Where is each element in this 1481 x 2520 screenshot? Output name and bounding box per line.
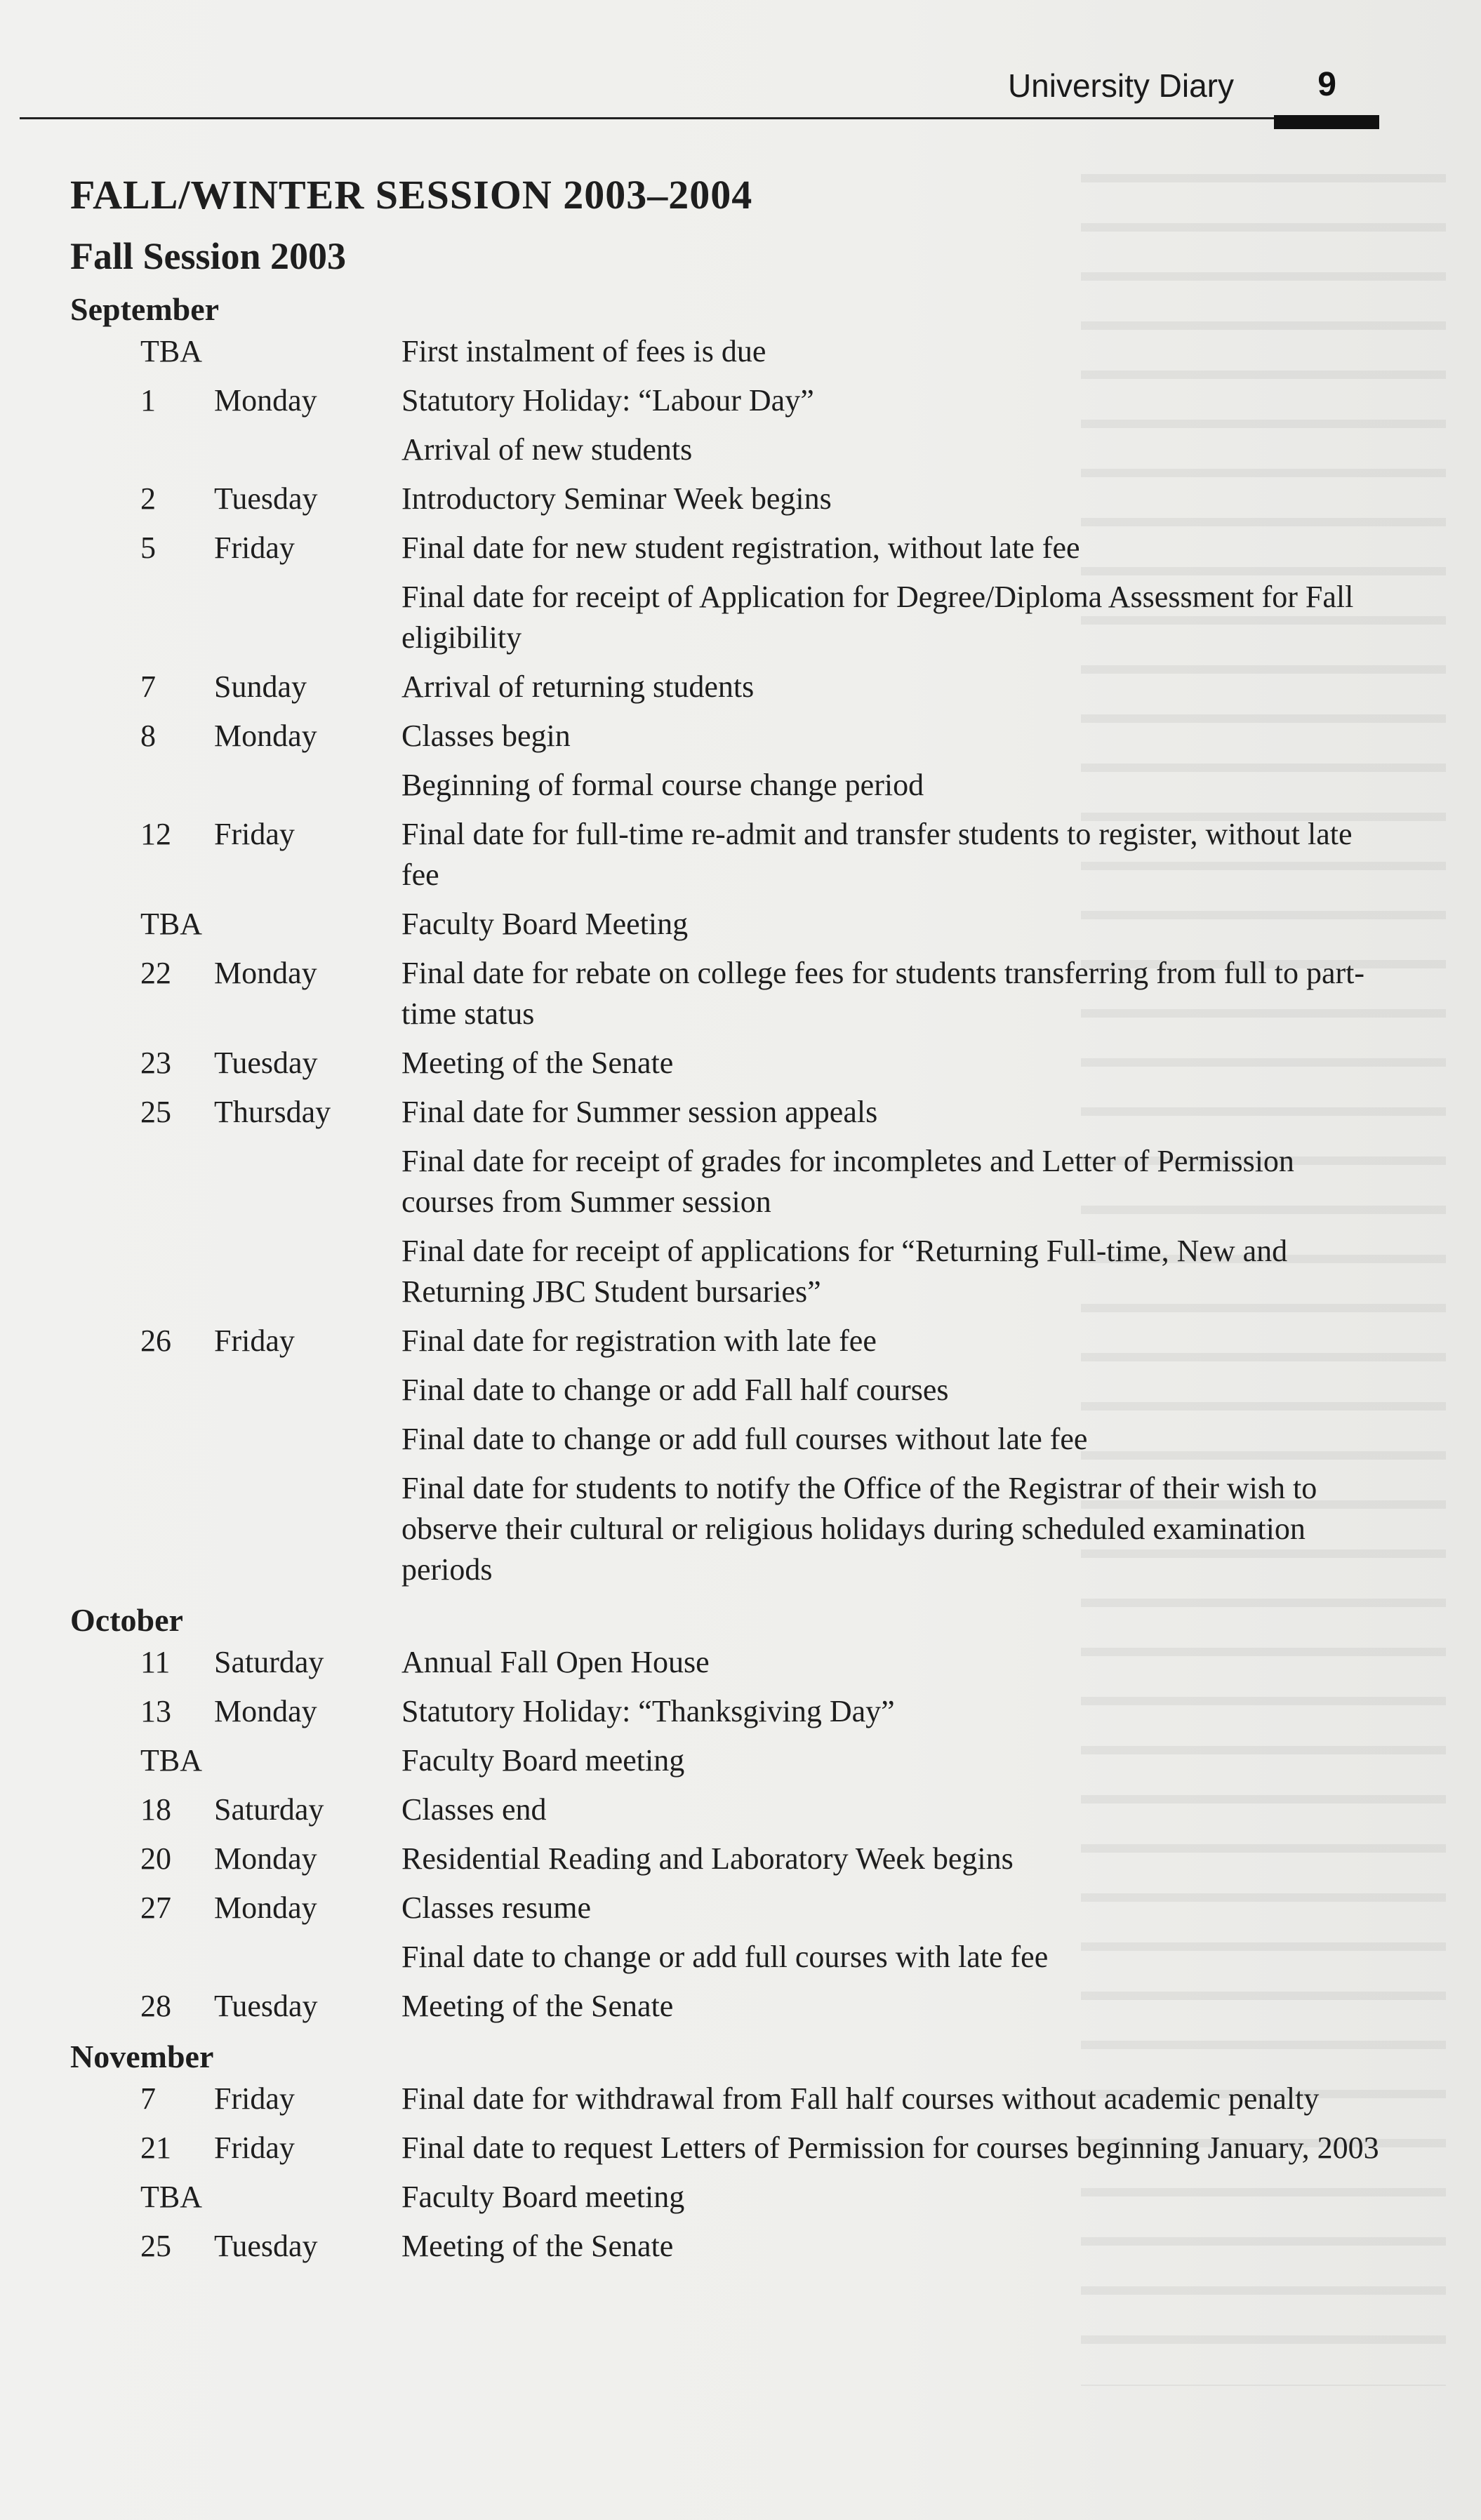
month-section-october	[70, 1599, 1390, 2027]
calendar-entry	[70, 1370, 1390, 1411]
entry-date: TBA	[140, 2180, 202, 2214]
calendar-entry	[70, 1468, 1390, 1590]
month-section-november	[70, 2035, 1390, 2267]
calendar-entry	[70, 429, 1390, 470]
entry-desc: Statutory Holiday: “Thanksgiving Day”	[401, 1694, 895, 1728]
term-title: Fall Session 2003	[70, 235, 347, 277]
entry-date: 1	[140, 383, 156, 418]
header-rule	[20, 117, 1379, 119]
entry-desc: Final date to change or add Fall half courses	[401, 1373, 949, 1407]
calendar-entry	[70, 1419, 1390, 1460]
entry-date	[70, 1419, 214, 1460]
calendar-entry	[70, 1141, 1390, 1222]
calendar-entry	[70, 814, 1390, 895]
entry-day: Saturday	[214, 1792, 324, 1827]
entry-date: 7	[140, 669, 156, 704]
entry-desc: Meeting of the Senate	[401, 1989, 674, 2023]
entry-day: Monday	[214, 383, 317, 418]
entry-date: 25	[140, 1095, 171, 1129]
calendar-entry	[70, 904, 1390, 945]
entry-date: 8	[140, 719, 156, 753]
calendar-entry	[70, 331, 1390, 372]
entry-day: Monday	[214, 1694, 317, 1728]
entry-date: 5	[140, 531, 156, 565]
entry-date: TBA	[140, 907, 202, 941]
entry-desc: First instalment of fees is due	[401, 334, 766, 368]
calendar-entry	[70, 2226, 1390, 2267]
calendar-entry	[70, 2177, 1390, 2218]
entry-date	[70, 1231, 214, 1312]
entry-desc: Beginning of formal course change period	[401, 768, 924, 802]
entry-day	[214, 1937, 401, 1978]
entry-date	[70, 1141, 214, 1222]
calendar-entry	[70, 1043, 1390, 1084]
entry-desc: Annual Fall Open House	[401, 1645, 710, 1679]
entry-day: Tuesday	[214, 481, 318, 516]
entry-day: Friday	[214, 2081, 295, 2116]
month-heading: September	[70, 291, 220, 327]
entry-day: Monday	[214, 956, 317, 990]
entry-date	[70, 577, 214, 658]
entry-desc: Arrival of returning students	[401, 669, 755, 704]
calendar-entry	[70, 1321, 1390, 1361]
running-title: University Diary	[1007, 67, 1234, 104]
entry-day	[214, 765, 401, 806]
entry-date: 25	[140, 2229, 171, 2263]
calendar-entry	[70, 479, 1390, 519]
entry-day	[214, 331, 401, 372]
entry-day: Saturday	[214, 1645, 324, 1679]
calendar-entry	[70, 2128, 1390, 2168]
entry-desc: Final date to request Letters of Permission for courses beginning January, 2003	[401, 2131, 1379, 2165]
entry-desc: Meeting of the Senate	[401, 2229, 674, 2263]
entry-desc: Final date for receipt of applications for “Returning Full-time, New and Returning JBC Student bursaries”	[401, 1234, 1288, 1309]
calendar-entry	[70, 2079, 1390, 2119]
header-tab-marker	[1274, 115, 1379, 129]
entry-date	[70, 1468, 214, 1590]
calendar-entry	[70, 716, 1390, 756]
entry-desc: Statutory Holiday: “Labour Day”	[401, 383, 814, 418]
calendar-entry	[70, 528, 1390, 568]
calendar-entry	[70, 1231, 1390, 1312]
entry-desc: Classes resume	[401, 1891, 592, 1925]
entry-day: Friday	[214, 2131, 295, 2165]
entry-date: TBA	[140, 334, 202, 368]
entry-day: Friday	[214, 817, 295, 851]
entry-date: 13	[140, 1694, 171, 1728]
entry-desc: Final date for withdrawal from Fall half courses without academic penalty	[401, 2081, 1320, 2116]
calendar-content	[70, 168, 1390, 2275]
entry-date	[70, 765, 214, 806]
entry-desc: Final date for students to notify the Office of the Registrar of their wish to observe their cultural or religious holidays during scheduled examination periods	[401, 1471, 1317, 1587]
entry-day: Tuesday	[214, 1989, 318, 2023]
entry-day: Tuesday	[214, 1046, 318, 1080]
session-title: FALL/WINTER SESSION 2003–2004	[70, 172, 753, 218]
entry-day: Monday	[214, 719, 317, 753]
month-section-september	[70, 288, 1390, 1590]
entry-date	[70, 1937, 214, 1978]
entry-date: 22	[140, 956, 171, 990]
entry-day: Friday	[214, 1324, 295, 1358]
entry-desc: Faculty Board meeting	[401, 1743, 685, 1778]
entry-desc: Final date for receipt of grades for incompletes and Letter of Permission courses from Summer session	[401, 1144, 1294, 1219]
calendar-entry	[70, 953, 1390, 1034]
calendar-entry	[70, 1740, 1390, 1781]
entry-date	[70, 1370, 214, 1411]
entry-day	[214, 2177, 401, 2218]
calendar-entry	[70, 1092, 1390, 1133]
entry-date: 28	[140, 1989, 171, 2023]
entry-desc: Introductory Seminar Week begins	[401, 481, 832, 516]
calendar-entry	[70, 1691, 1390, 1732]
entry-desc: Final date for full-time re-admit and transfer students to register, without late fee	[401, 817, 1353, 892]
entry-day: Friday	[214, 531, 295, 565]
entry-date: TBA	[140, 1743, 202, 1778]
entry-day: Monday	[214, 1891, 317, 1925]
month-heading: November	[70, 2039, 214, 2074]
entry-day	[214, 1740, 401, 1781]
calendar-entry	[70, 577, 1390, 658]
entry-desc: Final date for Summer session appeals	[401, 1095, 878, 1129]
entry-desc: Final date for rebate on college fees for students transferring from full to part-time status	[401, 956, 1365, 1031]
entry-desc: Final date to change or add full courses with late fee	[401, 1940, 1049, 1974]
calendar-entry	[70, 1839, 1390, 1879]
entry-date: 7	[140, 2081, 156, 2116]
entry-date: 11	[140, 1645, 171, 1679]
entry-date: 18	[140, 1792, 171, 1827]
entry-day	[214, 1370, 401, 1411]
entry-day: Sunday	[214, 669, 307, 704]
entry-desc: Residential Reading and Laboratory Week begins	[401, 1841, 1014, 1876]
entry-date: 21	[140, 2131, 171, 2165]
entry-day	[214, 904, 401, 945]
entry-date: 26	[140, 1324, 171, 1358]
entry-day	[214, 1141, 401, 1222]
entry-date: 2	[140, 481, 156, 516]
entry-desc: Classes begin	[401, 719, 571, 753]
calendar-entry	[70, 1986, 1390, 2027]
entry-desc: Meeting of the Senate	[401, 1046, 674, 1080]
calendar-entry	[70, 1642, 1390, 1683]
entry-desc: Final date for registration with late fee	[401, 1324, 877, 1358]
entry-date: 27	[140, 1891, 171, 1925]
running-head	[20, 67, 1379, 123]
entry-date: 12	[140, 817, 171, 851]
calendar-entry	[70, 765, 1390, 806]
entry-desc: Final date for receipt of Application for Degree/Diploma Assessment for Fall eligibility	[401, 580, 1354, 655]
calendar-entry	[70, 380, 1390, 421]
entry-day: Thursday	[214, 1095, 331, 1129]
entry-desc: Final date for new student registration, without late fee	[401, 531, 1080, 565]
calendar-entry	[70, 667, 1390, 707]
month-heading: October	[70, 1602, 183, 1638]
entry-date: 23	[140, 1046, 171, 1080]
calendar-entry	[70, 1789, 1390, 1830]
entry-day	[214, 1231, 401, 1312]
calendar-entry	[70, 1888, 1390, 1928]
entry-desc: Final date to change or add full courses without late fee	[401, 1422, 1088, 1456]
entry-day	[214, 577, 401, 658]
calendar-entry	[70, 1937, 1390, 1978]
entry-desc: Faculty Board meeting	[401, 2180, 685, 2214]
entry-day: Tuesday	[214, 2229, 318, 2263]
entry-desc: Faculty Board Meeting	[401, 907, 689, 941]
entry-desc: Arrival of new students	[401, 432, 693, 467]
entry-date: 20	[140, 1841, 171, 1876]
entry-date	[70, 429, 214, 470]
entry-day	[214, 1468, 401, 1590]
entry-day	[214, 429, 401, 470]
month-list	[70, 288, 1390, 2267]
page-number: 9	[1317, 66, 1336, 103]
entry-day: Monday	[214, 1841, 317, 1876]
entry-desc: Classes end	[401, 1792, 547, 1827]
entry-day	[214, 1419, 401, 1460]
